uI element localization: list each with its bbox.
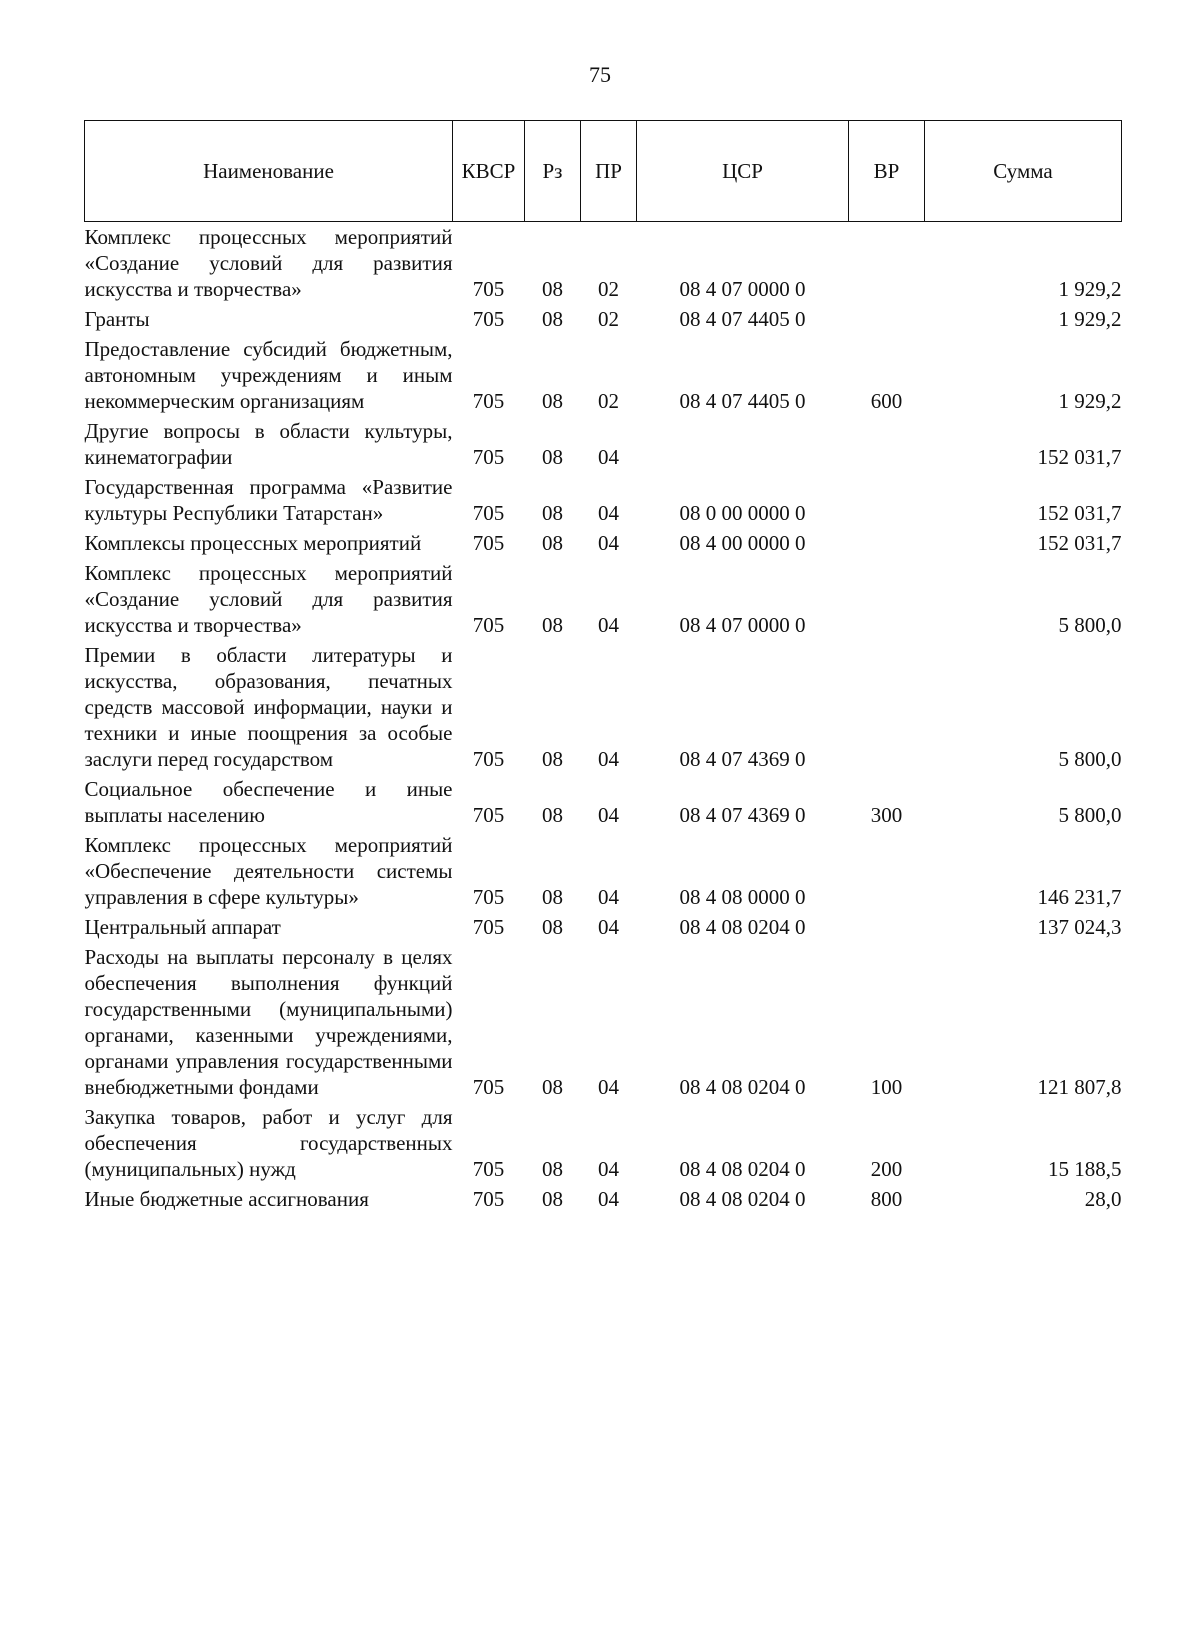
row-rz: 08 (542, 501, 563, 525)
table-row (85, 1184, 1122, 1214)
header-rz: Рз (525, 121, 581, 222)
row-pr: 04 (598, 885, 619, 909)
row-csr: 08 0 00 0000 0 (679, 501, 806, 525)
row-vr (849, 222, 925, 305)
row-sum: 121 807,8 (1037, 1075, 1122, 1099)
row-csr: 08 4 07 4405 0 (679, 389, 806, 413)
row-pr: 04 (598, 803, 619, 827)
row-name: Предоставление субсидий бюджетным, автономным учреждениям и иным некоммерческим организациям (84, 337, 453, 413)
row-rz: 08 (542, 531, 563, 555)
row-sum: 15 188,5 (1048, 1157, 1122, 1181)
table-row (85, 1102, 1122, 1184)
header-kvsr: КВСР (453, 121, 525, 222)
page-number: 75 (589, 62, 611, 87)
row-rz: 08 (542, 1187, 563, 1211)
row-sum: 152 031,7 (1037, 501, 1122, 525)
row-pr: 04 (598, 1157, 619, 1181)
table-row (85, 334, 1122, 416)
row-pr: 04 (598, 1075, 619, 1099)
row-name: Гранты (84, 307, 150, 331)
row-sum: 28,0 (1084, 1187, 1122, 1211)
row-name: Иные бюджетные ассигнования (84, 1187, 369, 1211)
row-name: Комплекс процессных мероприятий «Создание условий для развития искусства и творчества» (84, 561, 453, 637)
row-csr: 08 4 08 0000 0 (679, 885, 806, 909)
row-pr: 02 (598, 389, 619, 413)
row-rz: 08 (542, 915, 563, 939)
row-rz: 08 (542, 1157, 563, 1181)
row-kvsr: 705 (472, 389, 505, 413)
row-vr: 100 (870, 1075, 903, 1099)
row-vr: 300 (870, 803, 903, 827)
row-rz: 08 (542, 885, 563, 909)
row-sum: 152 031,7 (1037, 531, 1122, 555)
row-kvsr: 705 (472, 1187, 505, 1211)
row-sum: 1 929,2 (1058, 307, 1122, 331)
row-pr: 02 (598, 307, 619, 331)
row-kvsr: 705 (472, 613, 505, 637)
row-name: Расходы на выплаты персоналу в целях обеспечения выполнения функций государственными (муниципальными) органами, казенными учреждениями, органами управления государственными внебюджетными фондами (84, 945, 453, 1099)
row-kvsr: 705 (472, 1075, 505, 1099)
row-rz: 08 (542, 277, 563, 301)
row-sum: 5 800,0 (1058, 747, 1122, 771)
header-vr: ВР (849, 121, 925, 222)
row-csr (637, 416, 849, 472)
row-vr: 600 (870, 389, 903, 413)
row-vr (849, 830, 925, 912)
header-csr: ЦСР (637, 121, 849, 222)
header-sum: Сумма (925, 121, 1122, 222)
row-name: Комплексы процессных мероприятий (84, 531, 422, 555)
row-name: Премии в области литературы и искусства, образования, печатных средств массовой информации, науки и техники и иные поощрения за особые заслуги перед государством (84, 643, 453, 771)
row-kvsr: 705 (472, 445, 505, 469)
row-kvsr: 705 (472, 307, 505, 331)
row-pr: 04 (598, 747, 619, 771)
row-csr: 08 4 08 0204 0 (679, 915, 806, 939)
row-name: Закупка товаров, работ и услуг для обеспечения государственных (муниципальных) нужд (84, 1105, 453, 1181)
row-csr: 08 4 07 0000 0 (679, 613, 806, 637)
row-kvsr: 705 (472, 803, 505, 827)
table-row (85, 222, 1122, 305)
row-name: Комплекс процессных мероприятий «Создание условий для развития искусства и творчества» (84, 225, 453, 301)
row-sum: 1 929,2 (1058, 389, 1122, 413)
table-body (85, 222, 1122, 1215)
row-vr (849, 640, 925, 774)
table-header-row (85, 121, 1122, 222)
row-rz: 08 (542, 747, 563, 771)
row-name: Центральный аппарат (84, 915, 281, 939)
row-name: Другие вопросы в области культуры, кинематографии (84, 419, 453, 469)
table-row (85, 774, 1122, 830)
row-kvsr: 705 (472, 277, 505, 301)
row-csr: 08 4 07 0000 0 (679, 277, 806, 301)
table-row (85, 942, 1122, 1102)
budget-table (84, 120, 1122, 1214)
table-row (85, 830, 1122, 912)
row-sum: 1 929,2 (1058, 277, 1122, 301)
row-pr: 04 (598, 531, 619, 555)
row-pr: 02 (598, 277, 619, 301)
row-vr (849, 558, 925, 640)
row-csr: 08 4 07 4369 0 (679, 747, 806, 771)
row-name: Комплекс процессных мероприятий «Обеспечение деятельности системы управления в сфере культуры» (84, 833, 453, 909)
row-kvsr: 705 (472, 1157, 505, 1181)
row-csr: 08 4 08 0204 0 (679, 1157, 806, 1181)
row-sum: 152 031,7 (1037, 445, 1122, 469)
table-row (85, 528, 1122, 558)
row-sum: 137 024,3 (1037, 915, 1122, 939)
table-row (85, 912, 1122, 942)
row-kvsr: 705 (472, 885, 505, 909)
row-rz: 08 (542, 613, 563, 637)
row-rz: 08 (542, 803, 563, 827)
row-pr: 04 (598, 1187, 619, 1211)
row-name: Государственная программа «Развитие культуры Республики Татарстан» (84, 475, 453, 525)
row-pr: 04 (598, 915, 619, 939)
row-vr (849, 416, 925, 472)
row-csr: 08 4 08 0204 0 (679, 1075, 806, 1099)
row-vr (849, 528, 925, 558)
row-kvsr: 705 (472, 747, 505, 771)
row-vr (849, 472, 925, 528)
row-csr: 08 4 08 0204 0 (679, 1187, 806, 1211)
row-kvsr: 705 (472, 531, 505, 555)
table-row (85, 304, 1122, 334)
table-row (85, 472, 1122, 528)
row-pr: 04 (598, 445, 619, 469)
row-kvsr: 705 (472, 501, 505, 525)
row-csr: 08 4 00 0000 0 (679, 531, 806, 555)
row-sum: 146 231,7 (1037, 885, 1122, 909)
row-rz: 08 (542, 307, 563, 331)
table-row (85, 416, 1122, 472)
row-pr: 04 (598, 501, 619, 525)
header-name: Наименование (85, 121, 453, 222)
row-csr: 08 4 07 4369 0 (679, 803, 806, 827)
row-csr: 08 4 07 4405 0 (679, 307, 806, 331)
row-vr: 800 (870, 1187, 903, 1211)
header-pr: ПР (581, 121, 637, 222)
row-vr (849, 912, 925, 942)
row-rz: 08 (542, 445, 563, 469)
row-vr (849, 304, 925, 334)
row-sum: 5 800,0 (1058, 803, 1122, 827)
row-sum: 5 800,0 (1058, 613, 1122, 637)
table-row (85, 640, 1122, 774)
row-name: Социальное обеспечение и иные выплаты населению (84, 777, 453, 827)
row-pr: 04 (598, 613, 619, 637)
row-rz: 08 (542, 1075, 563, 1099)
row-kvsr: 705 (472, 915, 505, 939)
table-row (85, 558, 1122, 640)
row-rz: 08 (542, 389, 563, 413)
row-vr: 200 (870, 1157, 903, 1181)
